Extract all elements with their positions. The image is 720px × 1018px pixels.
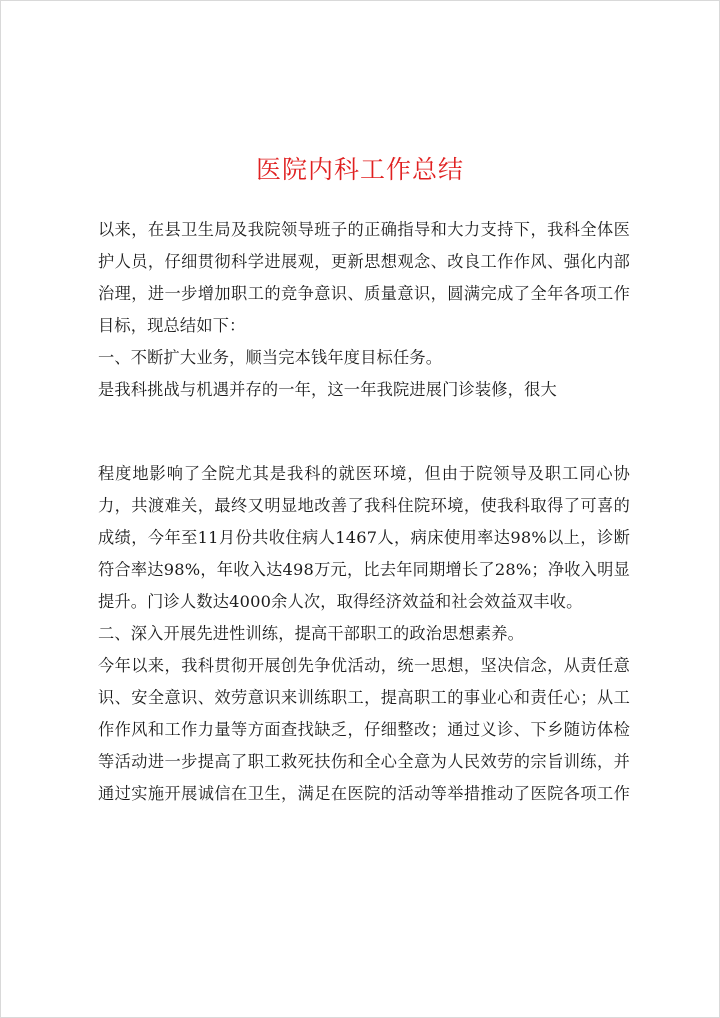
- paragraph-line: 符合率达98%，年收入达498万元，比去年同期增长了28%；净收入明显: [98, 560, 630, 579]
- paragraph-line: 目标，现总结如下：: [98, 316, 246, 335]
- paragraph-line: 护人员，仔细贯彻科学进展观，更新思想观念、改良工作作风、强化内部: [98, 252, 630, 271]
- paragraph-line: 识、安全意识、效劳意识来训练职工，提高职工的事业心和责任心；从工: [98, 688, 630, 707]
- paragraph-line: 程度地影响了全院尤其是我科的就医环境，但由于院领导及职工同心协: [98, 464, 630, 483]
- paragraph-line: 今年以来，我科贯彻开展创先争优活动，统一思想，坚决信念，从责任意: [98, 656, 630, 675]
- paragraph-line: 力，共渡难关，最终又明显地改善了我科住院环境，使我科取得了可喜的: [98, 496, 630, 515]
- section-heading: 一、不断扩大业务，顺当完本钱年度目标任务。: [98, 348, 443, 367]
- paragraph-line: 成绩，今年至11月份共收住病人1467人，病床使用率达98%以上，诊断: [98, 528, 630, 547]
- paragraph-line: 作作风和工作力量等方面查找缺乏，仔细整改；通过义诊、下乡随访体检: [98, 720, 630, 739]
- paragraph-line: 提升。门诊人数达4000余人次，取得经济效益和社会效益双丰收。: [98, 592, 583, 611]
- paragraph-line: 以来，在县卫生局及我院领导班子的正确指导和大力支持下，我科全体医: [98, 220, 630, 239]
- paragraph-line: 通过实施开展诚信在卫生，满足在医院的活动等举措推动了医院各项工作: [98, 784, 630, 803]
- document-title: 医院内科工作总结: [255, 155, 464, 184]
- paragraph-line: 是我科挑战与机遇并存的一年，这一年我院进展门诊装修，很大: [98, 380, 557, 399]
- section-heading: 二、深入开展先进性训练，提高干部职工的政治思想素养。: [98, 624, 525, 643]
- paragraph-line: 等活动进一步提高了职工救死扶伤和全心全意为人民效劳的宗旨训练，并: [98, 752, 630, 771]
- paragraph-line: 治理，进一步增加职工的竞争意识、质量意识，圆满完成了全年各项工作: [98, 284, 630, 303]
